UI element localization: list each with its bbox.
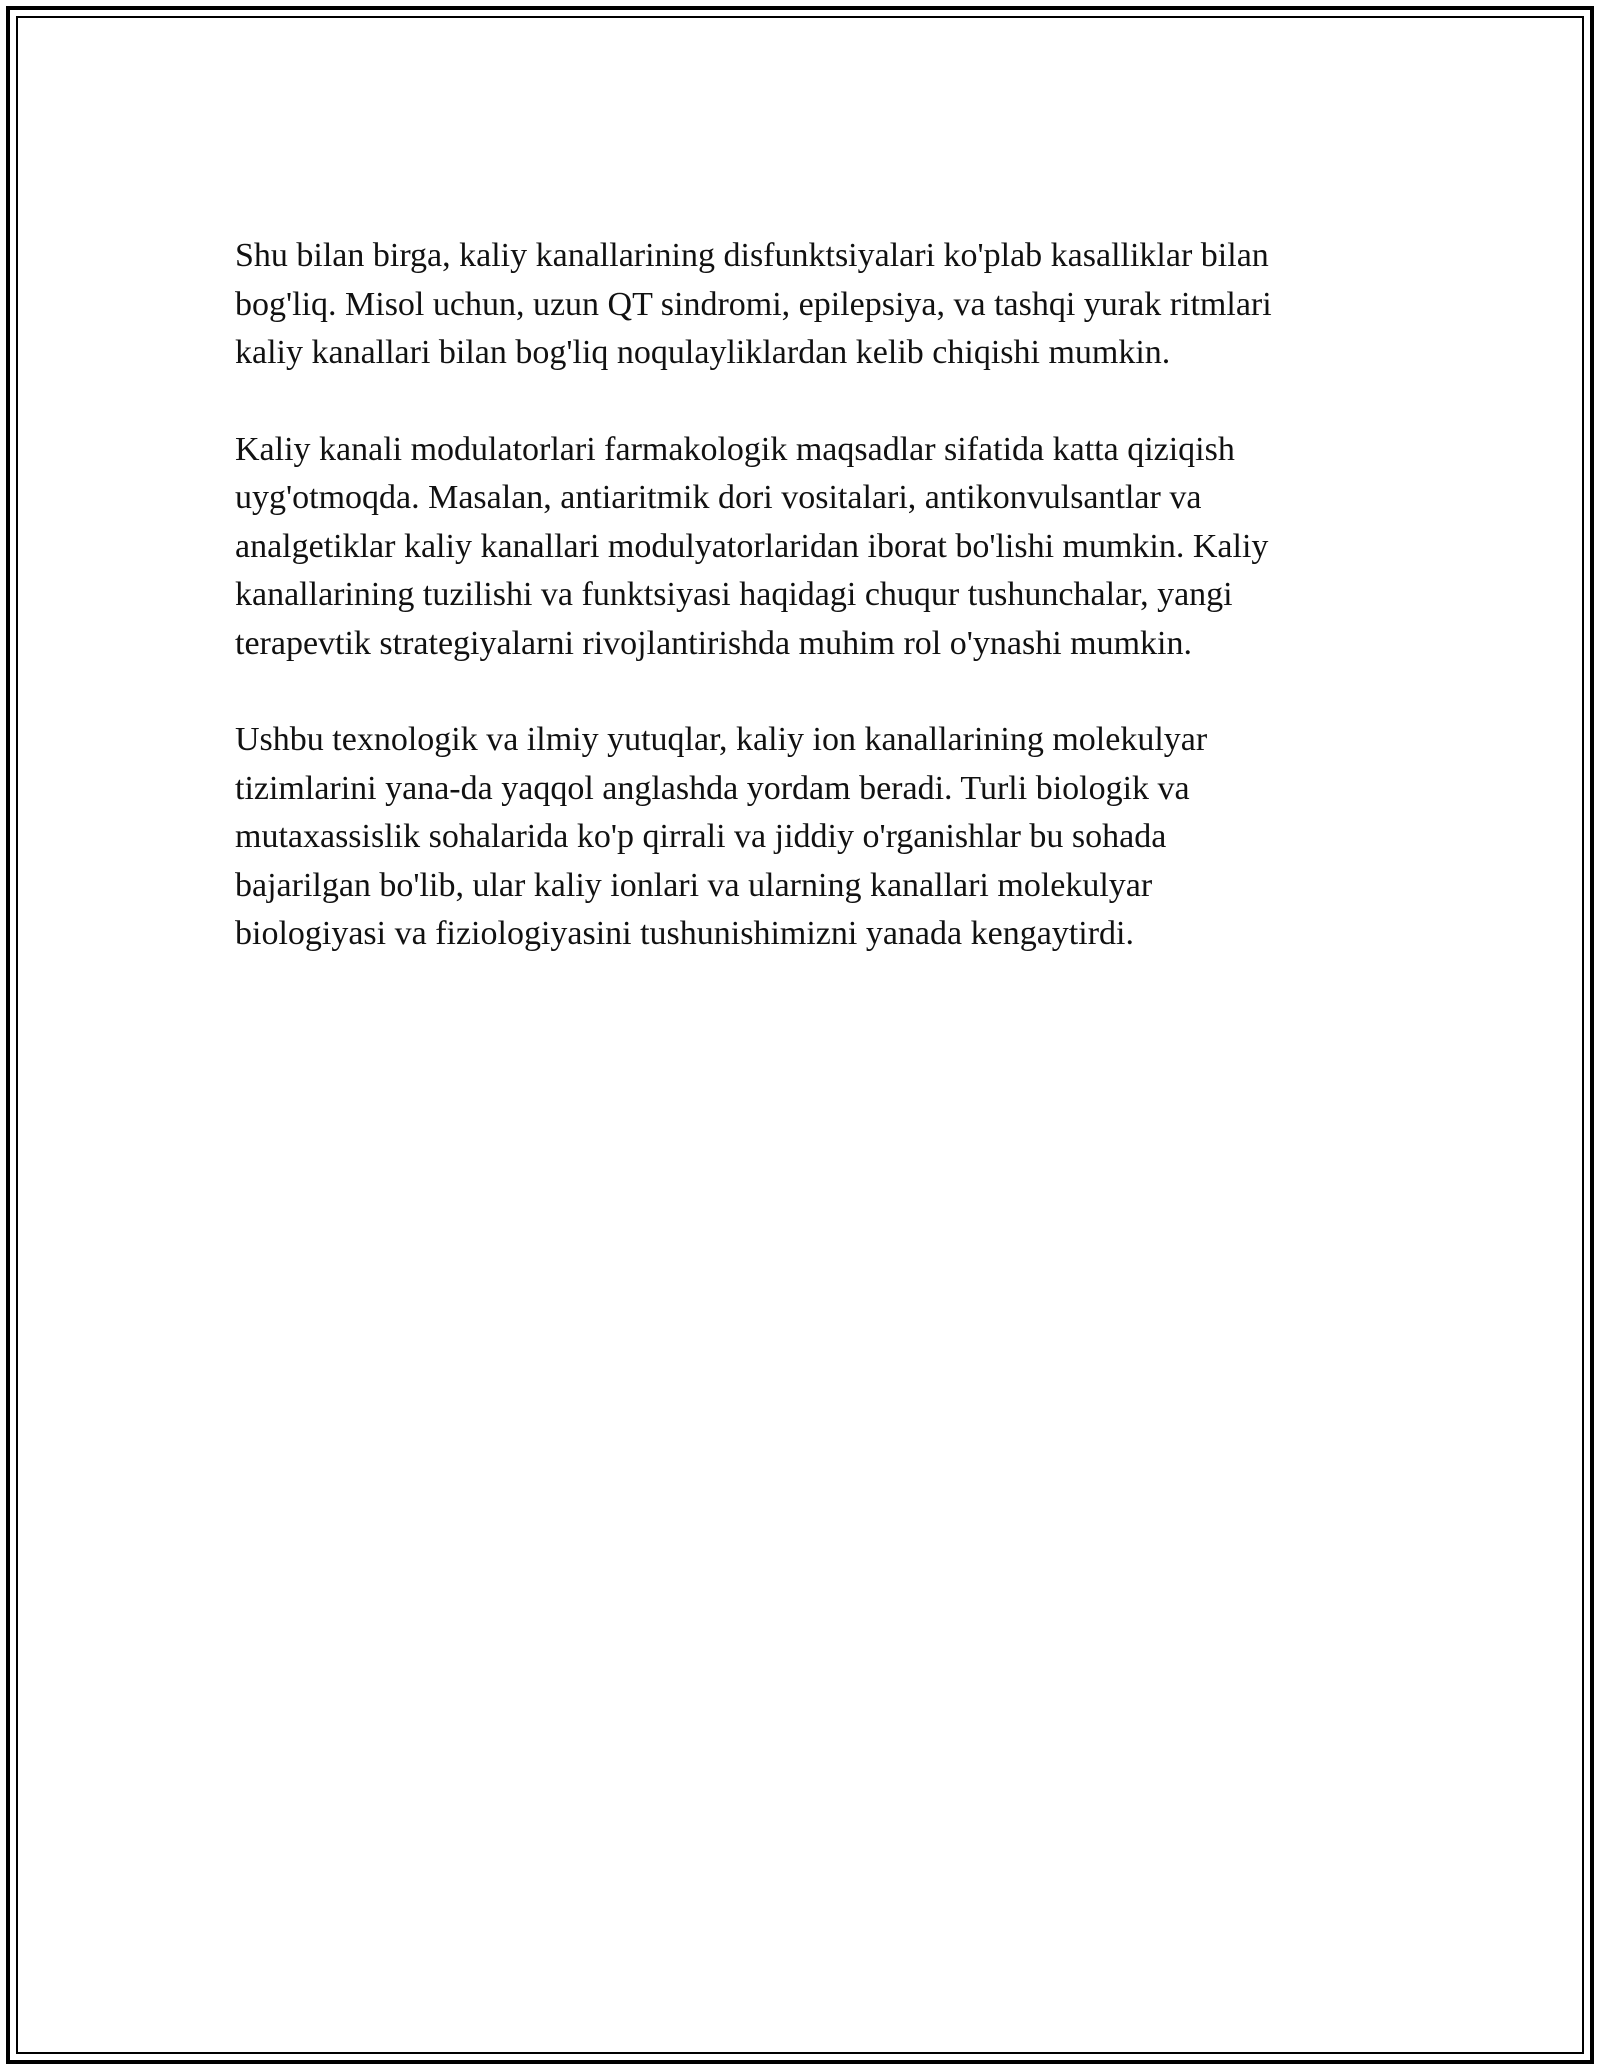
- paragraph-1: Shu bilan birga, kaliy kanallarining disfunktsiyalari ko'plab kasalliklar bilan bog'liq. Misol uchun, uzun QT sindromi, epilepsiya, va tashqi yurak ritmlari kaliy kanallari bilan bog'liq noqulayliklardan kelib chiqishi mumkin.: [235, 237, 1272, 371]
- paragraph-2: Kaliy kanali modulatorlari farmakologik maqsadlar sifatida katta qiziqish uyg'otmoqda. Masalan, antiaritmik dori vositalari, antikonvulsantlar va analgetiklar kaliy kanallari modulyatorlaridan iborat bo'lishi mumkin. Kaliy kanallarining tuzilishi va funktsiyasi haqidagi chuqur tushunchalar, yangi terapevtik strategiyalarni rivojlantirishda muhim rol o'ynashi mumkin.: [235, 430, 1269, 662]
- document-body: [235, 232, 1365, 1007]
- paragraph-3: Ushbu texnologik va ilmiy yutuqlar, kaliy ion kanallarining molekulyar tizimlarini yana-da yaqqol anglashda yordam beradi. Turli biologik va mutaxassislik sohalarida ko'p qirrali va jiddiy o'rganishlar bu sohada bajarilgan bo'lib, ular kaliy ionlari va ularning kanallari molekulyar biologiyasi va fiziologiyasini tushunishimizni yanada kengaytirdi.: [235, 721, 1208, 952]
